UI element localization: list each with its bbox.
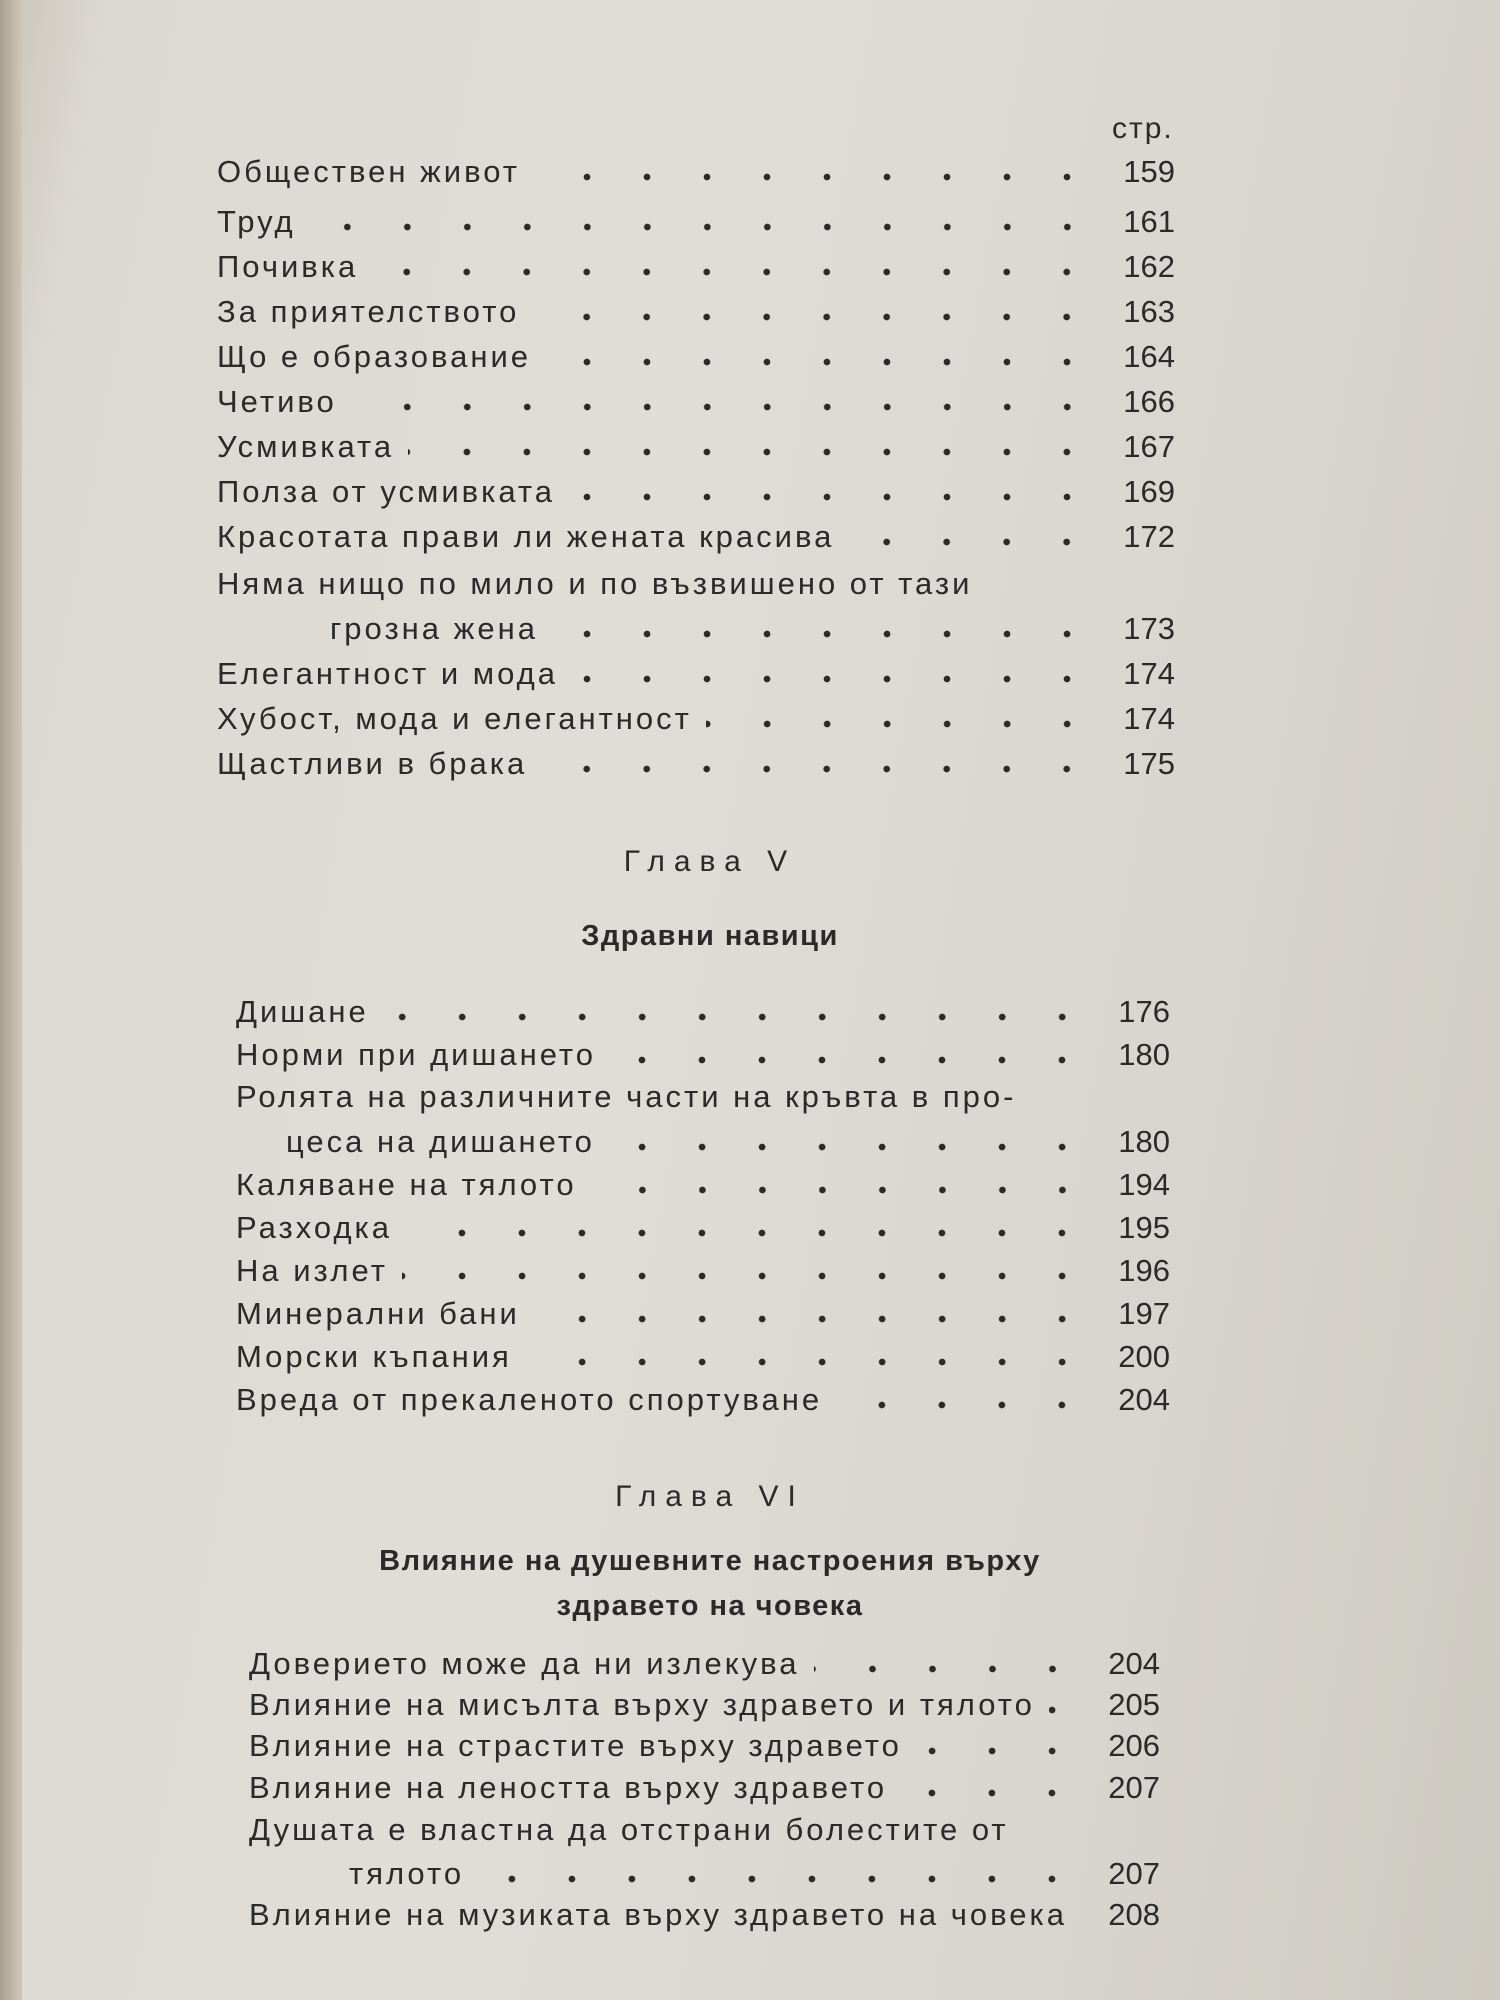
toc-entry: [236, 1335, 1170, 1375]
toc-entry: [217, 425, 1175, 465]
toc-entry: [217, 335, 1175, 375]
toc-entry-title: На излет: [236, 1253, 388, 1288]
toc-entry-page: 175: [1123, 746, 1175, 781]
toc-entry-title: Влияние на страстите върху здравето: [249, 1728, 902, 1763]
toc-entry-title: Дишане: [236, 994, 369, 1029]
dot-leader: [572, 652, 1103, 692]
toc-entry: [249, 1808, 1009, 1848]
toc-entry-title: Влияние на леността върху здравето: [249, 1770, 888, 1805]
toc-entry: [236, 1292, 1170, 1332]
toc-entry: [217, 652, 1175, 692]
dot-leader: [569, 470, 1103, 510]
toc-entry: [349, 1852, 1160, 1892]
toc-entry-page: 173: [1123, 611, 1175, 646]
dot-leader: [408, 425, 1103, 465]
toc-entry-page: 206: [1108, 1728, 1160, 1763]
toc-entry-title: Морски къпания: [236, 1339, 512, 1374]
toc-entry-page: 207: [1108, 1856, 1160, 1891]
dot-leader: [478, 1852, 1088, 1892]
toc-entry: [217, 515, 1175, 555]
toc-entry-title: Почивка: [217, 249, 359, 284]
dot-leader: [609, 1120, 1098, 1160]
toc-entry-page: 205: [1108, 1687, 1160, 1722]
toc-entry: [236, 1033, 1170, 1073]
toc-entry-title: Труд: [217, 204, 296, 239]
toc-entry: [330, 607, 1175, 647]
toc-entry-title: Вреда от прекаленото спортуване: [236, 1382, 823, 1417]
toc-entry-title: Норми при дишането: [236, 1037, 597, 1072]
toc-entry-title: Разходка: [236, 1210, 393, 1245]
toc-entry: [249, 1893, 1160, 1933]
book-spine-edge: [0, 0, 22, 2000]
toc-entry-title: Хубост, мода и елегантност: [217, 701, 692, 736]
toc-entry-title: тялото: [349, 1856, 465, 1891]
toc-entry-page: 174: [1123, 701, 1175, 736]
toc-entry: [217, 245, 1175, 285]
toc-entry: [249, 1642, 1160, 1682]
toc-entry: [236, 1249, 1170, 1289]
toc-entry: [236, 1378, 1170, 1418]
toc-entry-title: Четиво: [217, 384, 337, 419]
toc-entry: [217, 380, 1175, 420]
toc-entry-title: Няма нищо по мило и по възвишено от тази: [217, 566, 973, 601]
toc-entry-title: Влияние на мисълта върху здравето и тялото: [249, 1687, 1035, 1722]
toc-entry-title: Усмивката: [217, 429, 395, 464]
chapter-5-heading: Здравни навици: [581, 920, 839, 952]
toc-entry: [217, 697, 1175, 737]
toc-entry-page: 204: [1108, 1646, 1160, 1681]
toc-entry-page: 194: [1118, 1167, 1170, 1202]
toc-entry: [217, 562, 972, 602]
toc-entry-page: 174: [1123, 656, 1175, 691]
dot-leader: [406, 1206, 1098, 1246]
toc-entry-title: Полза от усмивката: [217, 474, 556, 509]
toc-entry-page: 196: [1118, 1253, 1170, 1288]
toc-entry-page: 208: [1108, 1897, 1160, 1932]
dot-leader: [541, 742, 1103, 782]
toc-entry-page: 172: [1123, 519, 1175, 554]
dot-leader: [533, 290, 1103, 330]
dot-leader: [526, 1335, 1098, 1375]
toc-entry: [249, 1683, 1160, 1723]
toc-entry-page: 207: [1108, 1770, 1160, 1805]
toc-entry-page: 164: [1123, 339, 1175, 374]
toc-entry: [286, 1120, 1170, 1160]
page-column-label: стр.: [1112, 112, 1174, 145]
toc-entry-page: 161: [1123, 204, 1175, 239]
toc-entry-page: 163: [1123, 294, 1175, 329]
toc-entry-page: 166: [1123, 384, 1175, 419]
chapter-5-label: Глава V: [623, 845, 797, 878]
toc-entry-title: Ролята на различните части на кръвта в про-: [236, 1079, 1017, 1114]
toc-entry-page: 176: [1118, 994, 1170, 1029]
toc-entry-page: 200: [1118, 1339, 1170, 1374]
toc-entry: [236, 1206, 1170, 1246]
toc-entry: [236, 1075, 1016, 1115]
toc-entry-title: Що е образование: [217, 339, 532, 374]
dot-leader: [1049, 1683, 1088, 1723]
toc-entry-title: Каляване на тялото: [236, 1167, 577, 1202]
toc-entry-page: 197: [1118, 1296, 1170, 1331]
toc-entry: [249, 1766, 1160, 1806]
toc-entry: [217, 290, 1175, 330]
dot-leader: [383, 990, 1098, 1030]
toc-entry-title: грозна жена: [330, 611, 538, 646]
dot-leader: [534, 150, 1103, 190]
toc-entry-title: Щастливи в брака: [217, 746, 528, 781]
toc-entry: [236, 1163, 1170, 1203]
chapter-6-heading-line1: Влияние на душевните настроения върху: [379, 1545, 1041, 1577]
toc-entry-title: цеса на дишането: [286, 1124, 595, 1159]
dot-leader: [534, 1292, 1098, 1332]
toc-entry: [217, 150, 1175, 190]
toc-entry: [249, 1724, 1160, 1764]
dot-leader: [351, 380, 1103, 420]
toc-entry: [217, 200, 1175, 240]
toc-entry-title: Обществен живот: [217, 154, 520, 189]
dot-leader: [402, 1249, 1098, 1289]
toc-entry-page: 162: [1123, 249, 1175, 284]
toc-entry-page: 159: [1123, 154, 1175, 189]
dot-leader: [706, 697, 1103, 737]
toc-entry-title: Красотата прави ли жената красива: [217, 519, 835, 554]
dot-leader: [545, 335, 1103, 375]
dot-leader: [916, 1724, 1088, 1764]
dot-leader: [836, 1378, 1098, 1418]
toc-entry-page: 167: [1123, 429, 1175, 464]
toc-entry-title: Душата е властна да отстрани болестите от: [249, 1812, 1009, 1847]
chapter-6-heading-line2: здравето на човека: [556, 1590, 864, 1622]
toc-entry-title: Доверието може да ни излекува: [249, 1646, 800, 1681]
dot-leader: [610, 1033, 1098, 1073]
toc-entry: [236, 990, 1170, 1030]
toc-entry-page: 204: [1118, 1382, 1170, 1417]
dot-leader: [310, 200, 1103, 240]
dot-leader: [591, 1163, 1098, 1203]
dot-leader: [372, 245, 1103, 285]
toc-entry-page: 169: [1123, 474, 1175, 509]
dot-leader: [901, 1766, 1088, 1806]
dot-leader: [814, 1642, 1089, 1682]
toc-entry-page: 180: [1118, 1037, 1170, 1072]
toc-entry: [217, 470, 1175, 510]
toc-entry-title: Влияние на музиката върху здравето на човека: [249, 1897, 1067, 1932]
chapter-6-label: Глава VI: [615, 1480, 805, 1513]
dot-leader: [848, 515, 1103, 555]
toc-entry-title: Елегантност и мода: [217, 656, 558, 691]
toc-entry-title: За приятелството: [217, 294, 520, 329]
toc-entry-page: 195: [1118, 1210, 1170, 1245]
toc-entry: [217, 742, 1175, 782]
dot-leader: [552, 607, 1103, 647]
toc-entry-title: Минерални бани: [236, 1296, 520, 1331]
toc-entry-page: 180: [1118, 1124, 1170, 1159]
dot-leader: [1081, 1893, 1088, 1933]
